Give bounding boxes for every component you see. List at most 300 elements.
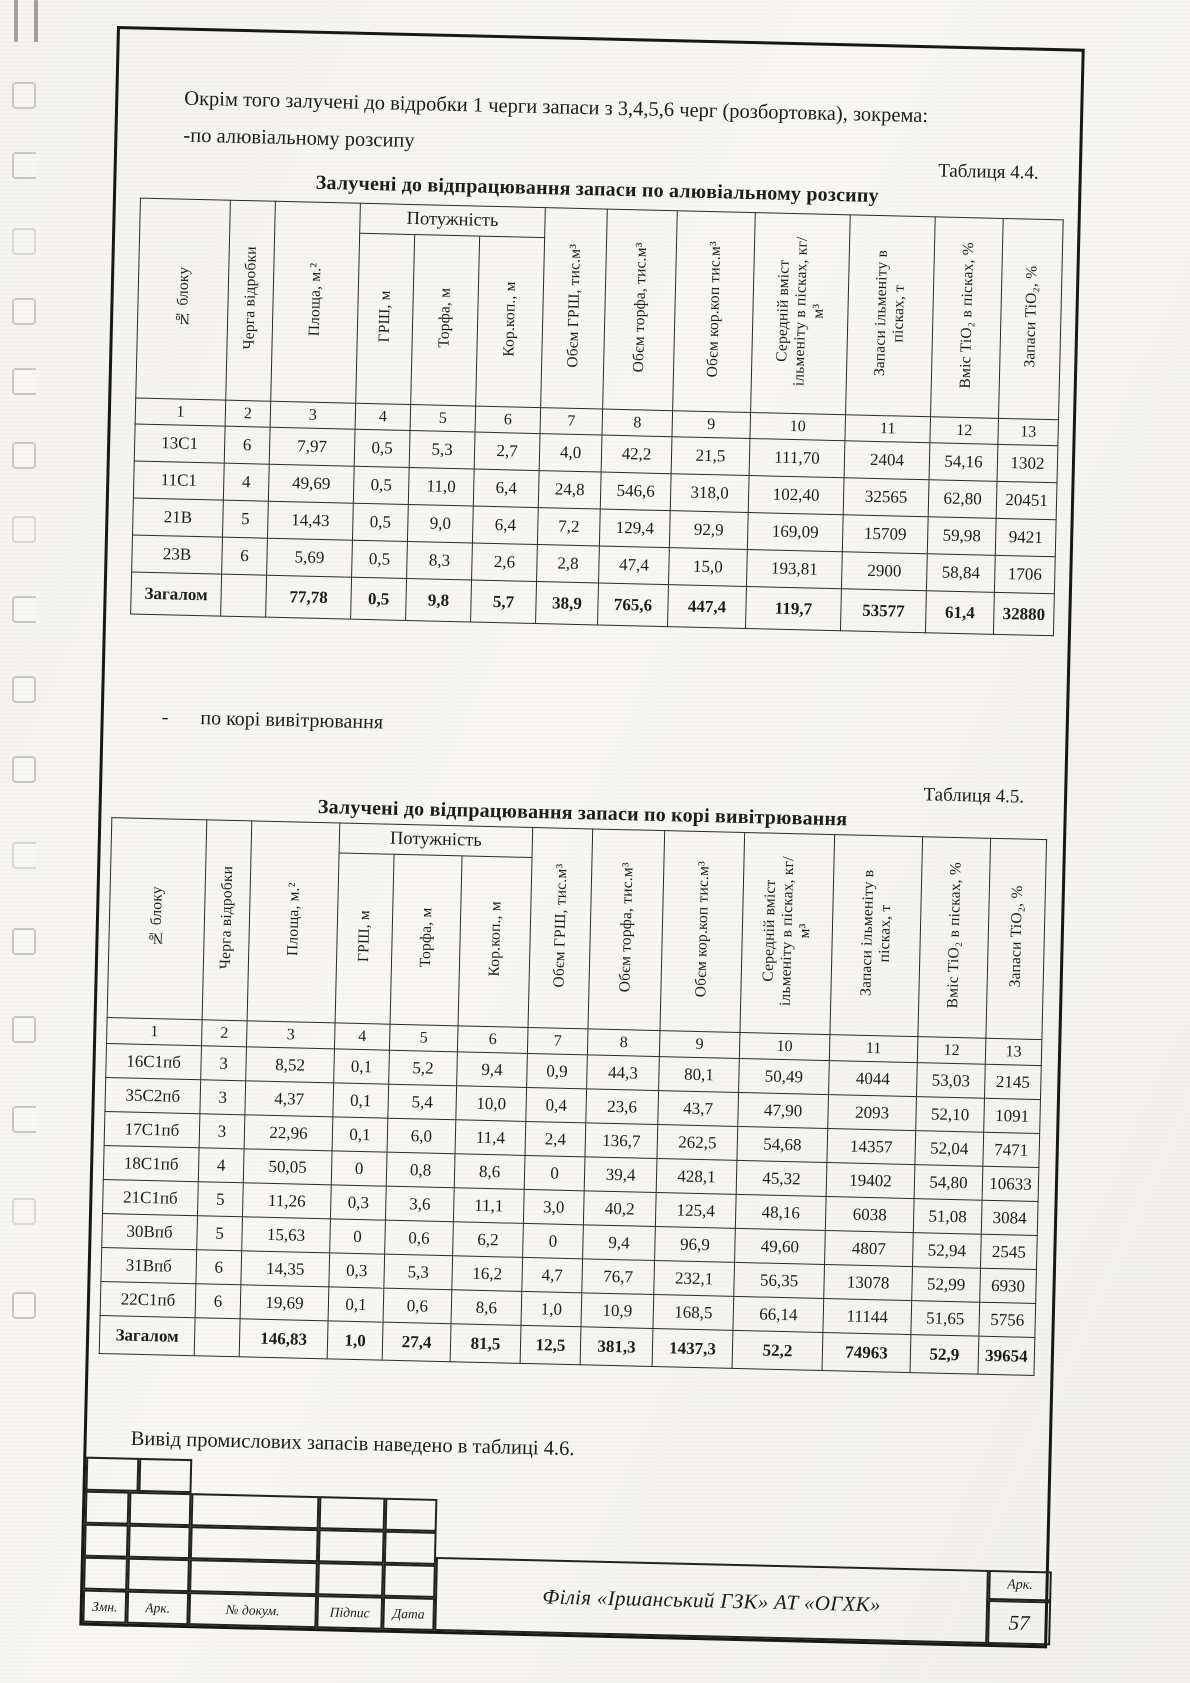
total-value-cell: 1437,3 bbox=[652, 1328, 733, 1368]
value-cell: 15,0 bbox=[668, 548, 747, 587]
value-cell: 4 bbox=[223, 463, 269, 501]
value-cell: 125,4 bbox=[655, 1193, 736, 1229]
value-cell: 11,0 bbox=[408, 468, 474, 507]
value-cell: 14,35 bbox=[241, 1251, 330, 1287]
column-number: 4 bbox=[334, 1023, 390, 1050]
value-cell: 4,37 bbox=[245, 1081, 334, 1117]
column-header-label: ГРШ, м bbox=[375, 290, 395, 343]
value-cell: 0,4 bbox=[526, 1087, 587, 1122]
total-value-cell: 381,3 bbox=[580, 1327, 653, 1367]
column-header bbox=[931, 217, 1004, 419]
block-id-cell: 16С1пб bbox=[106, 1044, 202, 1080]
column-number: 8 bbox=[587, 1029, 660, 1057]
block-id-cell: 30Впб bbox=[102, 1213, 198, 1249]
revision-empty-cell bbox=[84, 1524, 129, 1558]
value-cell: 318,0 bbox=[670, 474, 749, 513]
column-header bbox=[673, 211, 756, 413]
column-number: 9 bbox=[672, 411, 751, 439]
value-cell: 19402 bbox=[826, 1163, 915, 1199]
column-header bbox=[335, 853, 394, 1024]
block-id-cell: 21С1пб bbox=[103, 1179, 199, 1215]
column-header-label: Площа, м.² bbox=[305, 262, 325, 337]
column-number: 12 bbox=[930, 417, 999, 445]
value-cell: 2545 bbox=[980, 1234, 1037, 1269]
column-header-label: № блоку bbox=[173, 266, 193, 327]
value-cell: 6930 bbox=[980, 1268, 1037, 1303]
block-id-cell: 18С1пб bbox=[103, 1146, 199, 1182]
value-cell: 15,63 bbox=[242, 1217, 331, 1253]
column-number: 5 bbox=[410, 405, 476, 433]
value-cell: 76,7 bbox=[582, 1259, 655, 1295]
column-header bbox=[107, 818, 207, 1020]
revision-empty-cell bbox=[189, 1559, 318, 1595]
value-cell: 0 bbox=[331, 1151, 387, 1186]
value-cell: 5,2 bbox=[389, 1050, 458, 1086]
column-number: 5 bbox=[389, 1024, 458, 1052]
block-id-cell: 13С1 bbox=[134, 424, 225, 463]
value-cell: 3 bbox=[200, 1080, 246, 1115]
value-cell: 5 bbox=[222, 500, 268, 538]
revision-empty-cell bbox=[318, 1529, 385, 1564]
total-value-cell: 447,4 bbox=[668, 585, 747, 629]
column-header-label: Обєм торфа, тис.м³ bbox=[629, 242, 650, 373]
value-cell: 56,35 bbox=[734, 1262, 825, 1298]
column-number: 1 bbox=[107, 1018, 203, 1046]
table-4-5-title: Залучені до відпрацювання запаси по корі вивітрювання bbox=[317, 795, 848, 831]
binder-hole-mark bbox=[12, 1016, 36, 1043]
value-cell: 4 bbox=[198, 1148, 244, 1183]
value-cell: 0,9 bbox=[527, 1053, 588, 1088]
value-cell: 2404 bbox=[844, 441, 930, 480]
column-header bbox=[356, 233, 415, 404]
value-cell: 3,0 bbox=[523, 1189, 584, 1224]
revision-empty-cell bbox=[85, 1491, 130, 1525]
weathering-note bbox=[161, 706, 383, 734]
binder-hole-mark bbox=[12, 516, 36, 543]
binder-hole-mark bbox=[12, 298, 36, 325]
column-header bbox=[603, 209, 678, 411]
value-cell: 40,2 bbox=[583, 1191, 656, 1227]
column-header bbox=[751, 213, 851, 415]
column-number: 1 bbox=[135, 398, 226, 426]
value-cell: 14,43 bbox=[267, 501, 353, 540]
revision-mini-row bbox=[85, 1457, 192, 1493]
revision-grid bbox=[82, 1491, 437, 1631]
total-value-cell: 765,6 bbox=[598, 583, 669, 627]
value-cell: 0,6 bbox=[383, 1288, 452, 1324]
value-cell: 39,4 bbox=[584, 1157, 657, 1193]
binder-hole-mark bbox=[12, 756, 36, 783]
column-header-label: Вміс TiO₂ в пісках, % bbox=[943, 861, 965, 1009]
column-header-label: Кор.коп., м bbox=[485, 901, 505, 978]
value-cell: 59,98 bbox=[927, 517, 996, 556]
table-header bbox=[107, 818, 1047, 1066]
binder-hole-mark bbox=[12, 1106, 36, 1133]
value-cell: 2900 bbox=[841, 552, 927, 591]
column-header-label: ГРШ, м bbox=[355, 909, 374, 963]
value-cell: 54,16 bbox=[929, 443, 998, 482]
value-cell: 6,2 bbox=[453, 1222, 524, 1258]
column-header-label: Запаси ільменіту в пісках, т bbox=[871, 249, 909, 377]
value-cell: 9,4 bbox=[583, 1225, 656, 1261]
binder-hole-mark bbox=[12, 676, 36, 703]
total-value-cell: 61,4 bbox=[925, 591, 994, 635]
binder-hole-mark bbox=[12, 442, 36, 469]
column-header-label: Площа, м.² bbox=[283, 882, 303, 957]
value-cell: 168,5 bbox=[653, 1294, 734, 1330]
table-body bbox=[132, 424, 1058, 594]
value-cell: 3 bbox=[199, 1114, 245, 1149]
column-number: 4 bbox=[355, 403, 411, 430]
value-cell: 8,52 bbox=[246, 1047, 335, 1083]
value-cell: 48,16 bbox=[735, 1194, 826, 1230]
column-header-label: Кор.коп., м bbox=[500, 281, 520, 358]
value-cell: 2,8 bbox=[537, 545, 600, 583]
column-header bbox=[247, 821, 340, 1023]
value-cell: 1,0 bbox=[521, 1291, 582, 1326]
value-cell: 13078 bbox=[824, 1265, 913, 1301]
revision-empty-cell bbox=[383, 1564, 436, 1598]
value-cell: 52,99 bbox=[912, 1267, 981, 1303]
column-header bbox=[411, 235, 480, 406]
column-header-label: Обєм ГРШ, тис.м³ bbox=[550, 863, 571, 988]
value-cell: 58,84 bbox=[926, 554, 995, 593]
value-cell: 0,1 bbox=[333, 1083, 389, 1118]
value-cell: 2,7 bbox=[474, 432, 540, 471]
value-cell: 0,5 bbox=[352, 503, 408, 541]
value-cell: 0 bbox=[524, 1155, 585, 1190]
total-value-cell: 52,2 bbox=[732, 1330, 823, 1370]
column-header-label: № блоку bbox=[147, 885, 166, 947]
revision-empty-cell bbox=[385, 1498, 438, 1532]
revision-label-cell: Дата bbox=[382, 1597, 435, 1631]
value-cell: 136,7 bbox=[585, 1123, 658, 1159]
column-number: 6 bbox=[457, 1026, 528, 1054]
alluvial-reserves-table bbox=[130, 198, 1064, 637]
total-value-cell bbox=[221, 574, 267, 617]
value-cell: 0,3 bbox=[330, 1185, 386, 1220]
value-cell: 1302 bbox=[997, 444, 1058, 482]
revision-empty-cell bbox=[191, 1493, 320, 1529]
value-cell: 4807 bbox=[825, 1231, 914, 1267]
value-cell: 3 bbox=[201, 1046, 247, 1081]
value-cell: 0,5 bbox=[352, 540, 408, 578]
column-header bbox=[476, 236, 545, 407]
column-header bbox=[830, 835, 923, 1037]
column-number: 11 bbox=[829, 1035, 918, 1063]
total-value-cell: 119,7 bbox=[745, 586, 841, 630]
binder-hole-mark bbox=[12, 228, 36, 255]
column-number: 9 bbox=[659, 1031, 740, 1059]
total-value-cell: 12,5 bbox=[520, 1325, 581, 1364]
value-cell: 92,9 bbox=[669, 511, 748, 550]
value-cell: 6,0 bbox=[387, 1118, 456, 1154]
sheet-number: 57 bbox=[1008, 1609, 1030, 1635]
total-value-cell: 38,9 bbox=[536, 582, 599, 625]
value-cell: 0,3 bbox=[329, 1253, 385, 1288]
value-cell: 66,14 bbox=[733, 1296, 824, 1332]
value-cell: 0,1 bbox=[334, 1049, 390, 1084]
organization-name: Філія «Іршанський ГЗК» АТ «ОГХК» bbox=[542, 1583, 881, 1616]
value-cell: 50,49 bbox=[739, 1058, 830, 1094]
column-header-label: Обєм кор.коп тис.м³ bbox=[691, 860, 713, 998]
value-cell: 5 bbox=[197, 1216, 243, 1251]
column-number: 2 bbox=[225, 400, 271, 427]
binder-hole-mark bbox=[12, 1292, 36, 1319]
value-cell: 0,1 bbox=[328, 1287, 384, 1322]
value-cell: 169,09 bbox=[747, 513, 843, 552]
column-number: 11 bbox=[845, 415, 931, 443]
binder-hole-mark bbox=[12, 368, 36, 395]
column-number: 13 bbox=[998, 418, 1059, 445]
value-cell: 7471 bbox=[983, 1132, 1040, 1167]
total-value-cell bbox=[194, 1318, 240, 1357]
revision-label-cell: Арк. bbox=[126, 1591, 189, 1625]
value-cell: 1706 bbox=[994, 555, 1055, 593]
column-header bbox=[541, 208, 608, 409]
revision-empty-cell bbox=[190, 1526, 319, 1562]
column-header bbox=[226, 200, 276, 401]
column-header bbox=[918, 837, 991, 1039]
value-cell: 3,6 bbox=[385, 1186, 454, 1222]
sheet-number-cell bbox=[987, 1600, 1051, 1645]
revision-empty-cell bbox=[138, 1458, 192, 1493]
value-cell: 24,8 bbox=[538, 471, 601, 509]
value-cell: 11,1 bbox=[453, 1188, 524, 1224]
total-value-cell: 146,83 bbox=[239, 1319, 328, 1359]
value-cell: 10,9 bbox=[581, 1293, 654, 1329]
value-cell: 232,1 bbox=[654, 1261, 735, 1297]
value-cell: 14357 bbox=[827, 1129, 916, 1165]
value-cell: 3084 bbox=[981, 1200, 1038, 1235]
value-cell: 6 bbox=[224, 426, 270, 464]
value-cell: 2,6 bbox=[472, 543, 538, 582]
table-4-4-title: Залучені до відпрацювання запаси по алювіальному розсипу bbox=[315, 171, 880, 207]
value-cell: 0,5 bbox=[353, 466, 409, 504]
value-cell: 4044 bbox=[829, 1061, 918, 1097]
table-4-5-caption: Таблиця 4.5. bbox=[923, 784, 1025, 808]
value-cell: 428,1 bbox=[656, 1159, 737, 1195]
value-cell: 111,70 bbox=[749, 439, 845, 478]
total-value-cell: 9,8 bbox=[406, 578, 472, 622]
value-cell: 2,4 bbox=[525, 1121, 586, 1156]
revision-label-cell: № докум. bbox=[188, 1592, 317, 1628]
value-cell: 0,5 bbox=[354, 429, 410, 467]
total-label-cell: Загалом bbox=[99, 1315, 195, 1355]
value-cell: 45,32 bbox=[736, 1160, 827, 1196]
closing-note: Вивід промислових запасів наведено в таблиці 4.6. bbox=[130, 1427, 575, 1461]
value-cell: 62,80 bbox=[928, 480, 997, 519]
value-cell: 80,1 bbox=[659, 1057, 740, 1093]
binder-hole-mark bbox=[14, 0, 18, 42]
page-frame bbox=[79, 26, 1084, 1648]
value-cell: 5,69 bbox=[267, 538, 353, 577]
total-value-cell: 74963 bbox=[822, 1332, 911, 1372]
binder-hole-mark bbox=[12, 842, 36, 869]
total-value-cell: 52,9 bbox=[910, 1335, 979, 1375]
value-cell: 262,5 bbox=[657, 1125, 738, 1161]
column-header-label: Обєм ГРШ, тис.м³ bbox=[563, 243, 584, 368]
revision-label-cell: Підпис bbox=[316, 1595, 383, 1630]
binder-hole-mark bbox=[12, 152, 36, 179]
revision-empty-cell bbox=[85, 1457, 139, 1492]
value-cell: 47,4 bbox=[599, 546, 670, 585]
column-header bbox=[588, 829, 665, 1031]
revision-empty-cell bbox=[83, 1557, 128, 1591]
column-header-label: Черга відробки bbox=[240, 246, 261, 351]
value-cell: 43,7 bbox=[658, 1091, 739, 1127]
column-header-label: Черга відробки bbox=[216, 865, 237, 970]
column-number: 10 bbox=[739, 1032, 830, 1060]
value-cell: 0,8 bbox=[386, 1152, 455, 1188]
table-body bbox=[100, 1044, 1041, 1338]
column-header-label: Торфа, м bbox=[435, 287, 455, 348]
value-cell: 546,6 bbox=[600, 472, 671, 511]
column-header-label: Середній вміст ільменіту в пісках, кг/м³ bbox=[772, 236, 827, 387]
value-cell: 10,0 bbox=[456, 1086, 527, 1122]
value-cell: 4,7 bbox=[522, 1257, 583, 1292]
total-value-cell: 77,78 bbox=[266, 575, 352, 619]
table-4-4-caption: Таблиця 4.4. bbox=[937, 160, 1040, 184]
value-cell: 0 bbox=[330, 1219, 386, 1254]
total-value-cell: 53577 bbox=[840, 589, 926, 633]
value-cell: 9,4 bbox=[457, 1052, 528, 1088]
block-id-cell: 21В bbox=[133, 498, 224, 537]
value-cell: 47,90 bbox=[738, 1092, 829, 1128]
value-cell: 11,26 bbox=[242, 1183, 331, 1219]
value-cell: 5756 bbox=[979, 1302, 1036, 1337]
value-cell: 15709 bbox=[842, 515, 928, 554]
block-id-cell: 31Впб bbox=[101, 1247, 197, 1283]
value-cell: 51,65 bbox=[911, 1301, 980, 1337]
value-cell: 49,69 bbox=[268, 464, 354, 503]
binder-holes-strip bbox=[0, 0, 60, 1683]
value-cell: 96,9 bbox=[655, 1227, 736, 1263]
value-cell: 54,80 bbox=[914, 1165, 983, 1201]
column-header bbox=[660, 831, 745, 1033]
column-number: 2 bbox=[201, 1020, 247, 1047]
value-cell: 102,40 bbox=[748, 476, 844, 515]
note-dash: - bbox=[161, 706, 169, 729]
value-cell: 6 bbox=[196, 1250, 242, 1285]
column-header bbox=[986, 838, 1047, 1039]
binder-hole-mark bbox=[12, 1198, 36, 1225]
value-cell: 193,81 bbox=[746, 549, 842, 588]
revision-empty-cell bbox=[384, 1531, 437, 1565]
value-cell: 8,6 bbox=[451, 1290, 522, 1326]
value-cell: 0,1 bbox=[332, 1117, 388, 1152]
value-cell: 8,3 bbox=[407, 541, 473, 580]
column-header-label: Торфа, м bbox=[416, 907, 435, 968]
sheet-label: Арк. bbox=[1007, 1577, 1033, 1594]
binder-hole-mark bbox=[12, 82, 36, 109]
power-group-header: Потужність bbox=[360, 203, 546, 237]
value-cell: 5,3 bbox=[384, 1254, 453, 1290]
value-cell: 52,10 bbox=[916, 1097, 985, 1133]
value-cell: 0 bbox=[523, 1223, 584, 1258]
value-cell: 1091 bbox=[984, 1098, 1041, 1133]
value-cell: 49,60 bbox=[735, 1228, 826, 1264]
value-cell: 21,5 bbox=[671, 437, 750, 476]
value-cell: 11144 bbox=[823, 1299, 912, 1335]
total-value-cell: 27,4 bbox=[382, 1322, 451, 1362]
intro-paragraph bbox=[183, 81, 1064, 176]
note-text: по корі вивітрювання bbox=[200, 707, 384, 734]
value-cell: 6 bbox=[222, 537, 268, 575]
value-cell: 42,2 bbox=[601, 435, 672, 474]
weathering-reserves-table bbox=[99, 817, 1047, 1376]
block-id-cell: 22С1пб bbox=[100, 1281, 196, 1317]
block-id-cell: 17С1пб bbox=[104, 1112, 200, 1148]
value-cell: 0,6 bbox=[385, 1220, 454, 1256]
revision-empty-cell bbox=[129, 1492, 192, 1526]
value-cell: 9421 bbox=[995, 518, 1056, 556]
block-id-cell: 11С1 bbox=[133, 461, 224, 500]
revision-empty-cell bbox=[127, 1558, 190, 1592]
organization-cell bbox=[434, 1557, 989, 1644]
value-cell: 11,4 bbox=[455, 1120, 526, 1156]
column-header-label: Обєм кор.коп тис.м³ bbox=[703, 240, 724, 378]
total-value-cell: 81,5 bbox=[450, 1324, 521, 1364]
value-cell: 32565 bbox=[843, 478, 929, 517]
column-header-label: Запаси ільменіту в пісках, т bbox=[857, 869, 895, 997]
revision-empty-cell bbox=[319, 1496, 386, 1531]
value-cell: 52,04 bbox=[915, 1131, 984, 1167]
value-cell: 6,4 bbox=[473, 469, 539, 508]
value-cell: 8,6 bbox=[454, 1154, 525, 1190]
value-cell: 22,96 bbox=[244, 1115, 333, 1151]
total-value-cell: 39654 bbox=[978, 1336, 1035, 1375]
column-header bbox=[136, 198, 231, 400]
block-id-cell: 23В bbox=[132, 535, 223, 574]
column-header bbox=[271, 201, 361, 403]
binder-hole-mark bbox=[12, 596, 36, 623]
column-header-label: Запаси TiO₂, % bbox=[1006, 885, 1026, 988]
column-header bbox=[740, 833, 835, 1035]
block-id-cell: 35С2пб bbox=[105, 1078, 201, 1114]
value-cell: 7,2 bbox=[537, 508, 600, 546]
value-cell: 20451 bbox=[996, 481, 1057, 519]
revision-empty-cell bbox=[128, 1525, 191, 1559]
value-cell: 6,4 bbox=[472, 506, 538, 545]
column-header bbox=[202, 820, 252, 1021]
column-number: 3 bbox=[270, 401, 356, 429]
value-cell: 129,4 bbox=[599, 509, 670, 548]
title-block bbox=[82, 1453, 1048, 1646]
sheet-label-cell bbox=[988, 1570, 1052, 1601]
value-cell: 52,94 bbox=[912, 1233, 981, 1269]
column-number: 12 bbox=[917, 1037, 986, 1065]
column-header bbox=[846, 215, 936, 417]
value-cell: 50,05 bbox=[243, 1149, 332, 1185]
column-header bbox=[528, 828, 593, 1029]
total-value-cell: 32880 bbox=[993, 592, 1054, 635]
total-value-cell: 1,0 bbox=[327, 1321, 383, 1360]
value-cell: 10633 bbox=[982, 1166, 1039, 1201]
column-header-label: Вміс TiO₂ в пісках, % bbox=[956, 241, 977, 389]
binder-hole-mark bbox=[12, 928, 36, 955]
value-cell: 6 bbox=[195, 1284, 241, 1319]
value-cell: 4,0 bbox=[539, 434, 602, 472]
value-cell: 6038 bbox=[825, 1197, 914, 1233]
column-header bbox=[390, 854, 462, 1026]
column-number: 7 bbox=[540, 408, 603, 435]
value-cell: 23,6 bbox=[586, 1089, 659, 1125]
table-header bbox=[135, 198, 1063, 446]
column-number: 3 bbox=[246, 1021, 335, 1049]
revision-empty-cell bbox=[317, 1562, 384, 1597]
value-cell: 7,97 bbox=[269, 427, 355, 466]
